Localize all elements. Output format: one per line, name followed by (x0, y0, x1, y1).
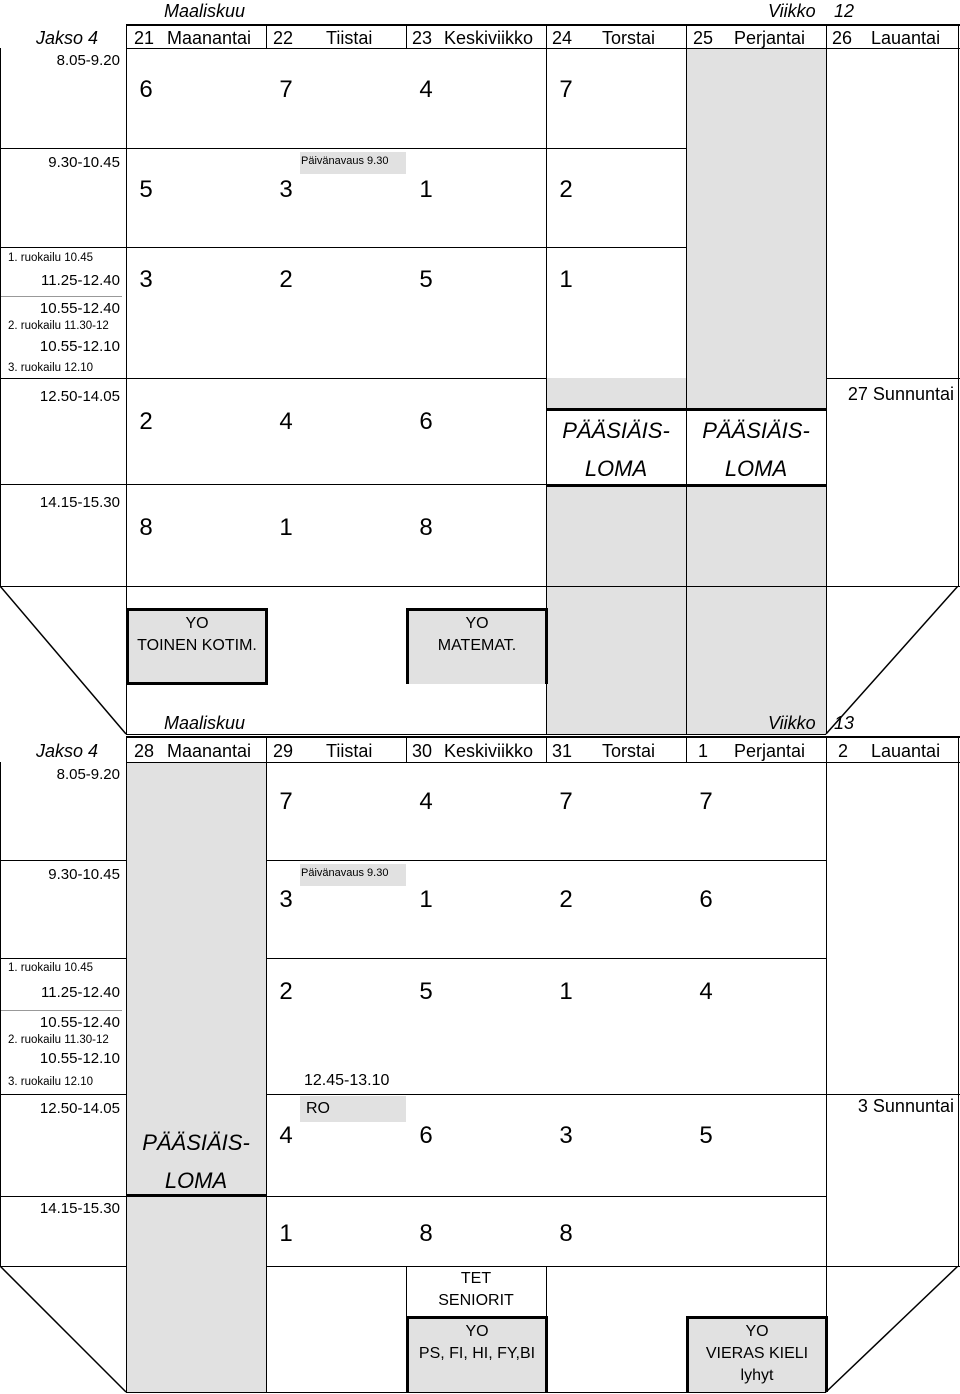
exam-line: VIERAS KIELI (705, 1345, 809, 1362)
day-name: Maanantai (167, 741, 252, 761)
grid-line (0, 296, 122, 297)
course-number: 4 (699, 978, 713, 1005)
grid-line (958, 736, 959, 1266)
time-slot: 11.25-12.40 (41, 984, 120, 1001)
day-name: Tiistai (326, 741, 373, 761)
holiday-line: PÄÄSIÄIS- (562, 418, 670, 443)
day-number: 29 (273, 741, 294, 761)
course-number: 4 (419, 76, 433, 103)
course-number: 7 (279, 76, 293, 103)
time-slot: 14.15-15.30 (39, 1200, 120, 1217)
course-number: 1 (559, 266, 573, 293)
grid-line (406, 736, 407, 762)
sunday-label: 27 Sunnuntai (847, 384, 954, 404)
exam-line: YO (465, 1323, 489, 1340)
time-slot: 10.55-12.40 (39, 300, 120, 317)
grid-line (826, 378, 960, 379)
grid-line (0, 1094, 126, 1095)
course-number: 2 (559, 886, 573, 913)
course-number: 8 (559, 1220, 573, 1247)
holiday-line: LOMA (584, 456, 648, 481)
grid-line (406, 1094, 960, 1095)
day-number: 28 (134, 741, 155, 761)
lunch-label: 2. ruokailu 11.30-12 (8, 320, 109, 332)
day-name: Torstai (602, 28, 656, 48)
course-number: 6 (139, 76, 153, 103)
course-number: 6 (699, 886, 713, 913)
day-number: 22 (273, 28, 294, 48)
course-number: 4 (279, 408, 293, 435)
grid-line (126, 48, 960, 49)
course-number: 2 (279, 266, 293, 293)
grid-line (0, 958, 126, 959)
course-number: 7 (279, 788, 293, 815)
day-name: Perjantai (734, 741, 806, 761)
period-label: Jakso 4 (36, 741, 99, 761)
course-number: 1 (559, 978, 573, 1005)
week-label: Viikko (768, 1, 816, 21)
time-slot: 8.05-9.20 (56, 52, 120, 69)
day-name: Torstai (602, 741, 656, 761)
exam-line: YO (185, 615, 209, 632)
exam-box (686, 1316, 828, 1392)
exam-line: TOINEN KOTIM. (137, 637, 257, 654)
course-number: 5 (139, 176, 153, 203)
time-slot: 9.30-10.45 (48, 154, 120, 171)
day-name: Tiistai (326, 28, 373, 48)
ro-label: RO (306, 1100, 330, 1117)
week-label: Viikko (768, 713, 816, 733)
holiday-label (686, 412, 826, 488)
day-number: 25 (693, 28, 714, 48)
course-number: 6 (419, 1122, 433, 1149)
exam-line: lyhyt (740, 1367, 774, 1384)
grid-line (126, 762, 960, 763)
morning-note: Päivänavaus 9.30 (301, 867, 389, 879)
grid-line (406, 24, 407, 48)
sunday-label: 3 Sunnuntai (857, 1096, 954, 1116)
day-name: Keskiviikko (444, 28, 534, 48)
day-name: Lauantai (871, 741, 941, 761)
grid-line (266, 1196, 826, 1197)
day-number: 31 (552, 741, 573, 761)
course-number: 3 (279, 886, 293, 913)
exam-box (406, 608, 548, 684)
time-slot: 9.30-10.45 (48, 866, 120, 883)
day-number: 24 (552, 28, 573, 48)
exam-box (126, 608, 268, 684)
grid-line (546, 736, 547, 762)
course-number: 1 (279, 1220, 293, 1247)
time-slot: 14.15-15.30 (39, 494, 120, 511)
course-number: 1 (279, 514, 293, 541)
course-number: 1 (419, 886, 433, 913)
grid-line (406, 1266, 407, 1318)
day-number: 23 (412, 28, 433, 48)
day-name: Lauantai (871, 28, 941, 48)
grid-line (0, 247, 686, 248)
week-number: 12 (834, 1, 855, 21)
day-number: 30 (412, 741, 433, 761)
time-slot: 8.05-9.20 (56, 766, 120, 783)
day-number: 1 (698, 741, 709, 761)
time-slot: 10.55-12.10 (39, 338, 120, 355)
holiday-label (546, 412, 686, 488)
course-number: 1 (419, 176, 433, 203)
course-number: 7 (699, 788, 713, 815)
lunch-label: 1. ruokailu 10.45 (8, 252, 94, 264)
time-slot: 12.50-14.05 (39, 1100, 120, 1117)
tet-label (406, 1268, 546, 1312)
grid-line (686, 736, 687, 762)
time-slot: 12.50-14.05 (39, 388, 120, 405)
holiday-line: LOMA (724, 456, 788, 481)
course-number: 3 (139, 266, 153, 293)
course-number: 2 (279, 978, 293, 1005)
holiday-label (126, 1124, 266, 1200)
day-name: Maanantai (167, 28, 252, 48)
course-number: 8 (139, 514, 153, 541)
exam-box (406, 1316, 548, 1392)
day-number: 21 (134, 28, 155, 48)
course-number: 5 (699, 1122, 713, 1149)
lunch-label: 1. ruokailu 10.45 (8, 962, 94, 974)
grid-line (266, 24, 267, 48)
time-slot: 10.55-12.40 (39, 1014, 120, 1031)
exam-line: MATEMAT. (437, 637, 517, 654)
tet-line: SENIORIT (438, 1292, 514, 1309)
grid-line (0, 1196, 126, 1197)
course-number: 3 (279, 176, 293, 203)
grid-line (126, 24, 960, 26)
grid-line (0, 484, 546, 485)
course-number: 7 (559, 76, 573, 103)
course-number: 7 (559, 788, 573, 815)
period-label: Jakso 4 (36, 28, 99, 48)
tet-line: TET (460, 1270, 492, 1287)
exam-line: PS, FI, HI, FY,BI (418, 1345, 536, 1362)
grid-line (0, 1010, 122, 1011)
course-number: 8 (419, 514, 433, 541)
time-slot: 11.25-12.40 (41, 272, 120, 289)
grid-line (0, 378, 546, 379)
course-number: 5 (419, 266, 433, 293)
course-number: 3 (559, 1122, 573, 1149)
day-number: 26 (832, 28, 853, 48)
exam-line: YO (745, 1323, 769, 1340)
grid-line (958, 24, 959, 586)
grid-line (0, 860, 126, 861)
holiday-line: LOMA (164, 1168, 228, 1193)
day-name: Perjantai (734, 28, 806, 48)
day-name: Keskiviikko (444, 741, 534, 761)
lunch-label: 3. ruokailu 12.10 (8, 1076, 94, 1088)
grid-line (0, 148, 686, 149)
exam-line: YO (465, 615, 489, 632)
grid-line (546, 1266, 547, 1318)
month-label: Maaliskuu (164, 1, 246, 21)
day-number: 2 (838, 741, 849, 761)
holiday-line: PÄÄSIÄIS- (702, 418, 810, 443)
course-number: 2 (559, 176, 573, 203)
time-slot: 10.55-12.10 (39, 1050, 120, 1067)
grid-line (126, 736, 960, 738)
week-number: 13 (834, 713, 855, 733)
lunch-label: 2. ruokailu 11.30-12 (8, 1034, 109, 1046)
course-number: 5 (419, 978, 433, 1005)
course-number: 4 (419, 788, 433, 815)
course-number: 6 (419, 408, 433, 435)
holiday-shade (686, 48, 826, 378)
grid-line (266, 958, 826, 959)
course-number: 2 (139, 408, 153, 435)
grid-line (266, 1094, 406, 1095)
course-number: 4 (279, 1122, 293, 1149)
month-label: Maaliskuu (164, 713, 246, 733)
grid-line (126, 682, 268, 685)
lunch-label: 3. ruokailu 12.10 (8, 362, 94, 374)
morning-note: Päivänavaus 9.30 (301, 155, 389, 167)
course-number: 8 (419, 1220, 433, 1247)
holiday-line: PÄÄSIÄIS- (142, 1130, 250, 1155)
ro-time: 12.45-13.10 (304, 1072, 390, 1089)
grid-line (266, 860, 826, 861)
